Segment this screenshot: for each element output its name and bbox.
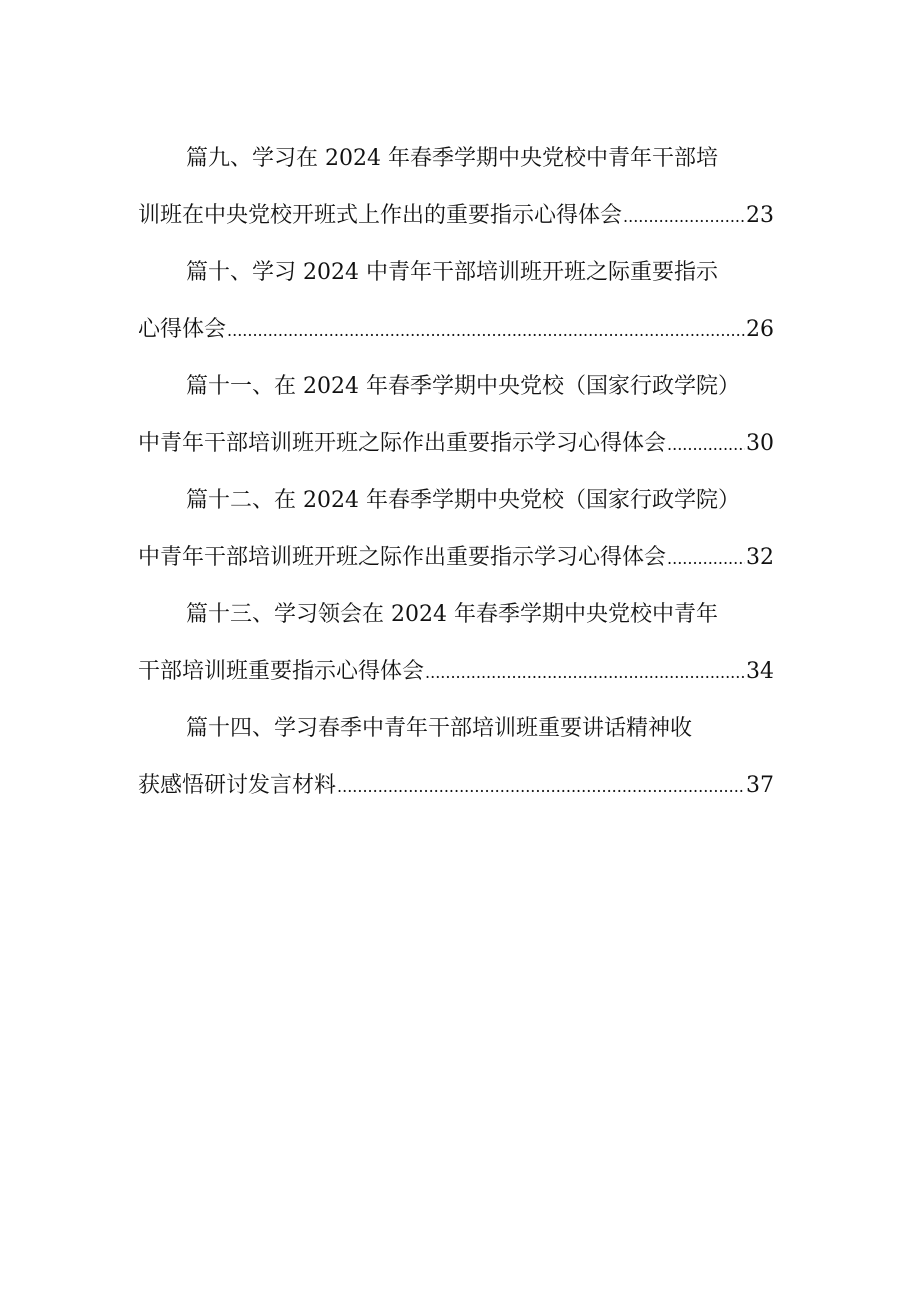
toc-page-number: 34 xyxy=(746,659,774,684)
toc-page-number: 26 xyxy=(746,317,774,342)
dot-leader xyxy=(425,653,745,693)
dot-leader xyxy=(667,425,745,465)
toc-entry-continuation xyxy=(138,766,774,823)
toc-entry-title: 篇十一、在 2024 年春季学期中央党校（国家行政学院） xyxy=(186,374,740,399)
dot-leader xyxy=(667,539,745,579)
toc-entry-12[interactable] xyxy=(138,481,774,595)
toc-entry-continuation xyxy=(138,424,774,481)
toc-entry-title: 篇十四、学习春季中青年干部培训班重要讲话精神收 xyxy=(186,716,693,741)
toc-page-number: 30 xyxy=(746,431,774,456)
toc-entry-title-end: 获感悟研讨发言材料 xyxy=(138,773,337,798)
toc-page-number: 32 xyxy=(746,545,774,570)
toc-entry-11[interactable] xyxy=(138,367,774,481)
toc-entry-title-end: 中青年干部培训班开班之际作出重要指示学习心得体会 xyxy=(138,431,667,456)
toc-entry-title-end: 中青年干部培训班开班之际作出重要指示学习心得体会 xyxy=(138,545,667,570)
toc-page-number: 23 xyxy=(746,203,774,228)
table-of-contents xyxy=(138,139,774,823)
toc-entry-continuation xyxy=(138,538,774,595)
dot-leader xyxy=(227,311,745,351)
toc-entry-title: 篇十二、在 2024 年春季学期中央党校（国家行政学院） xyxy=(186,488,740,513)
toc-entry-continuation xyxy=(138,310,774,367)
toc-entry-continuation xyxy=(138,196,774,253)
toc-entry-title-end: 干部培训班重要指示心得体会 xyxy=(138,659,425,684)
dot-leader xyxy=(337,767,745,807)
toc-entry-title-end: 训班在中央党校开班式上作出的重要指示心得体会 xyxy=(138,203,623,228)
toc-entry-13[interactable] xyxy=(138,595,774,709)
toc-entry-title: 篇十三、学习领会在 2024 年春季学期中央党校中青年 xyxy=(186,602,718,627)
toc-entry-title-end: 心得体会 xyxy=(138,317,227,342)
toc-entry-title: 篇九、学习在 2024 年春季学期中央党校中青年干部培 xyxy=(186,146,718,171)
toc-entry-continuation xyxy=(138,652,774,709)
toc-entry-9[interactable] xyxy=(138,139,774,253)
dot-leader xyxy=(623,197,745,237)
toc-entry-14[interactable] xyxy=(138,709,774,823)
toc-entry-10[interactable] xyxy=(138,253,774,367)
toc-entry-title: 篇十、学习 2024 中青年干部培训班开班之际重要指示 xyxy=(186,260,718,285)
toc-page-number: 37 xyxy=(746,773,774,798)
